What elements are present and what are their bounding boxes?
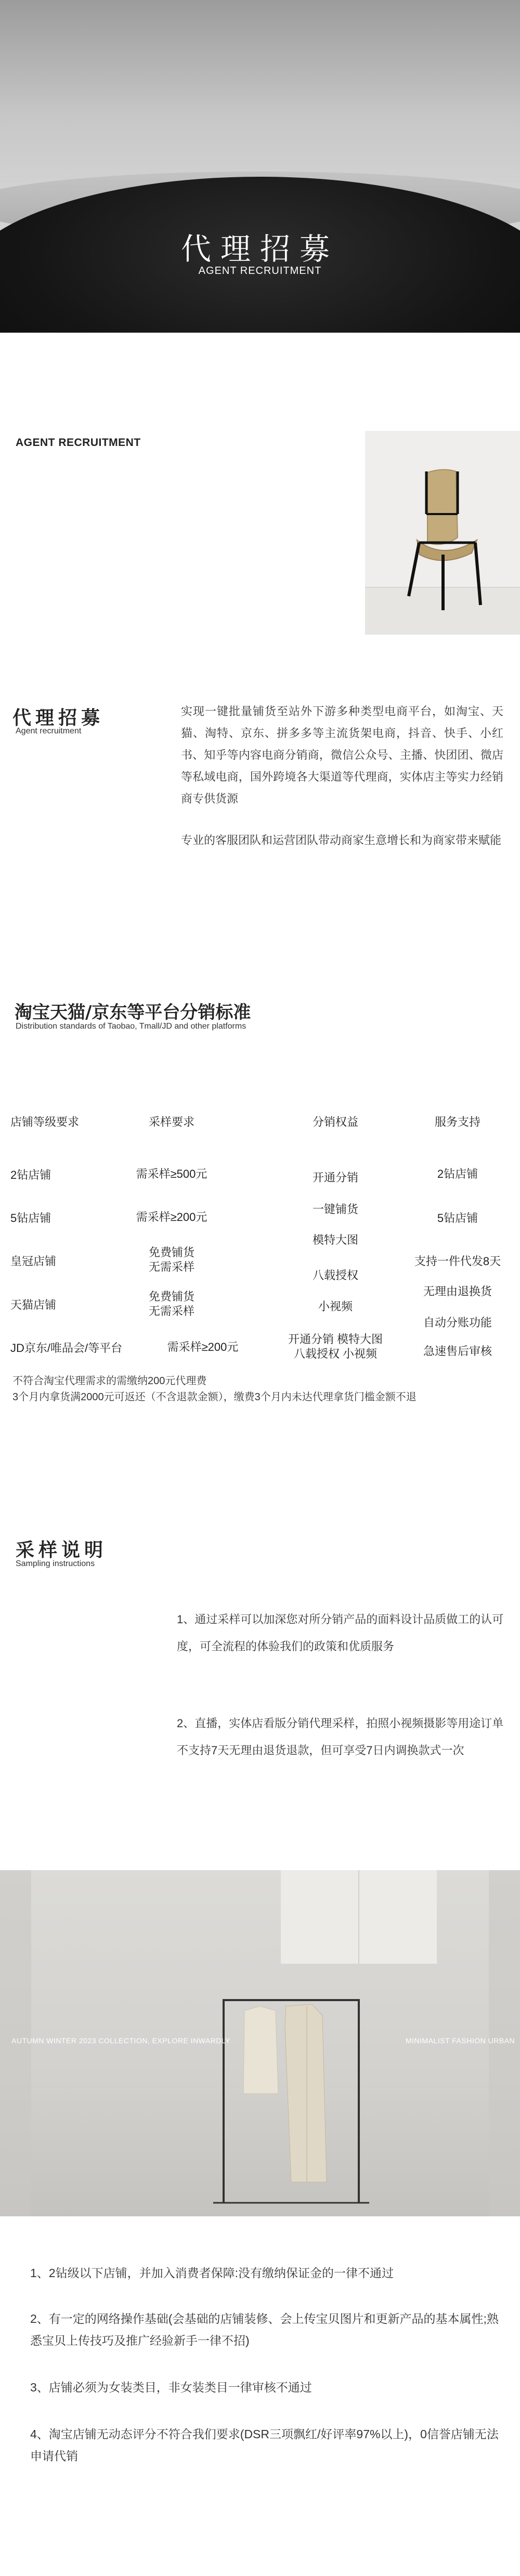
table-cell: 皇冠店铺 [10, 1255, 57, 1268]
sampling-subtitle: Sampling instructions [16, 1559, 95, 1568]
photo-right-caption: MINIMALIST FASHION URBAN [406, 2036, 515, 2045]
hero-banner [0, 0, 520, 333]
header-shop-level: 店铺等级要求 [10, 1115, 80, 1128]
distribution-subtitle: Distribution standards of Taobao, Tmall/JD and other platforms [16, 1022, 246, 1031]
agent-recruitment-heading: AGENT RECRUITMENT [16, 437, 141, 449]
chair-photo [365, 431, 520, 635]
table-cell: 自动分账功能 [423, 1316, 492, 1329]
table-cell: 2钻店铺 [10, 1168, 51, 1181]
distribution-title: 淘宝天猫/京东等平台分销标准 [15, 1002, 251, 1023]
table-cell: 免费铺货 无需采样 [148, 1290, 194, 1318]
table-cell: 支持一件代发8天 [414, 1255, 501, 1268]
table-cell: 5钻店铺 [437, 1212, 478, 1225]
table-cell: 八载授权 [312, 1269, 358, 1282]
rule-item: 2、有一定的网络操作基础(会基础的店铺装修、会上传宝贝图片和更新产品的基本属性;熟悉宝贝上传技巧及推广经验新手一律不招) [30, 2312, 499, 2347]
table-cell: 免费铺货 无需采样 [148, 1246, 194, 1273]
table-cell: 模特大图 [312, 1233, 358, 1246]
hero-title: 代理招募 [180, 231, 339, 267]
table-cell: 开通分销 [312, 1171, 358, 1184]
table-cell: 一键铺货 [312, 1203, 358, 1216]
table-cell: 需采样≥200元 [167, 1340, 239, 1353]
header-service: 服务支持 [434, 1115, 480, 1128]
table-cell: 小视频 [318, 1300, 353, 1313]
table-cell: 需采样≥200元 [136, 1211, 207, 1224]
header-rights: 分销权益 [312, 1115, 358, 1128]
table-cell: JD京东/唯品会/等平台 [10, 1342, 123, 1355]
intro-subtitle: Agent recruitment [16, 727, 82, 735]
table-cell: 急速售后审核 [423, 1345, 492, 1358]
table-cell: 5钻店铺 [10, 1212, 51, 1225]
table-cell: 2钻店铺 [437, 1167, 478, 1180]
chair-illustration [365, 431, 520, 635]
rule-item: 4、淘宝店铺无动态评分不符合我们要求(DSR三项飘红/好评率97%以上)，0信誉店铺无法申请代销 [30, 2427, 499, 2463]
rule-item: 3、店铺必须为女装类目，非女装类目一律审核不通过 [30, 2381, 312, 2394]
table-cell: 需采样≥500元 [136, 1167, 207, 1180]
table-cell: 开通分销 模特大图 八载授权 小视频 [288, 1333, 383, 1360]
intro-paragraph-2: 专业的客服团队和运营团队带动商家生意增长和为商家带来赋能 [181, 834, 502, 847]
rule-item: 1、2钻级以下店铺，并加入消费者保障:没有缴纳保证金的一律不通过 [30, 2266, 394, 2280]
table-cell: 天猫店铺 [10, 1298, 57, 1311]
table-cell: 无理由退换货 [423, 1285, 492, 1298]
sampling-paragraph-1: 1、通过采样可以加深您对所分销产品的面料设计品质做工的认可度，可全流程的体验我们的政策和优质服务 [177, 1613, 504, 1653]
refund-note: 3个月内拿货满2000元可返还（不含退款金额），缴费3个月内未达代理拿货门槛金额不退 [12, 1391, 417, 1403]
intro-title: 代理招募 [12, 707, 105, 729]
sampling-paragraph-2: 2、直播，实体店看版分销代理采样，拍照小视频摄影等用途订单不支持7天无理由退货退款，但可享受7日内调换款式一次 [177, 1717, 504, 1757]
clothing-rack-photo [0, 1870, 520, 2216]
hero-subtitle: AGENT RECRUITMENT [198, 265, 322, 277]
fee-note: 不符合淘宝代理需求的需缴纳200元代理费 [12, 1375, 207, 1387]
sampling-title: 采样说明 [16, 1540, 108, 1561]
header-sampling: 采样要求 [148, 1115, 194, 1128]
photo-left-caption: AUTUMN WINTER 2023 COLLECTION, EXPLORE INWARDLY [11, 2036, 231, 2045]
intro-paragraph-1: 实现一键批量铺货至站外下游多种类型电商平台，如淘宝、天猫、淘特、京东、拼多多等主流货架电商，抖音、快手、小红书、知乎等内容电商分销商，微信公众号、主播、快团团、微店等私域电商，国外跨境各大渠道等代理商，实体店主等实力经销商专供货源 [181, 705, 503, 805]
